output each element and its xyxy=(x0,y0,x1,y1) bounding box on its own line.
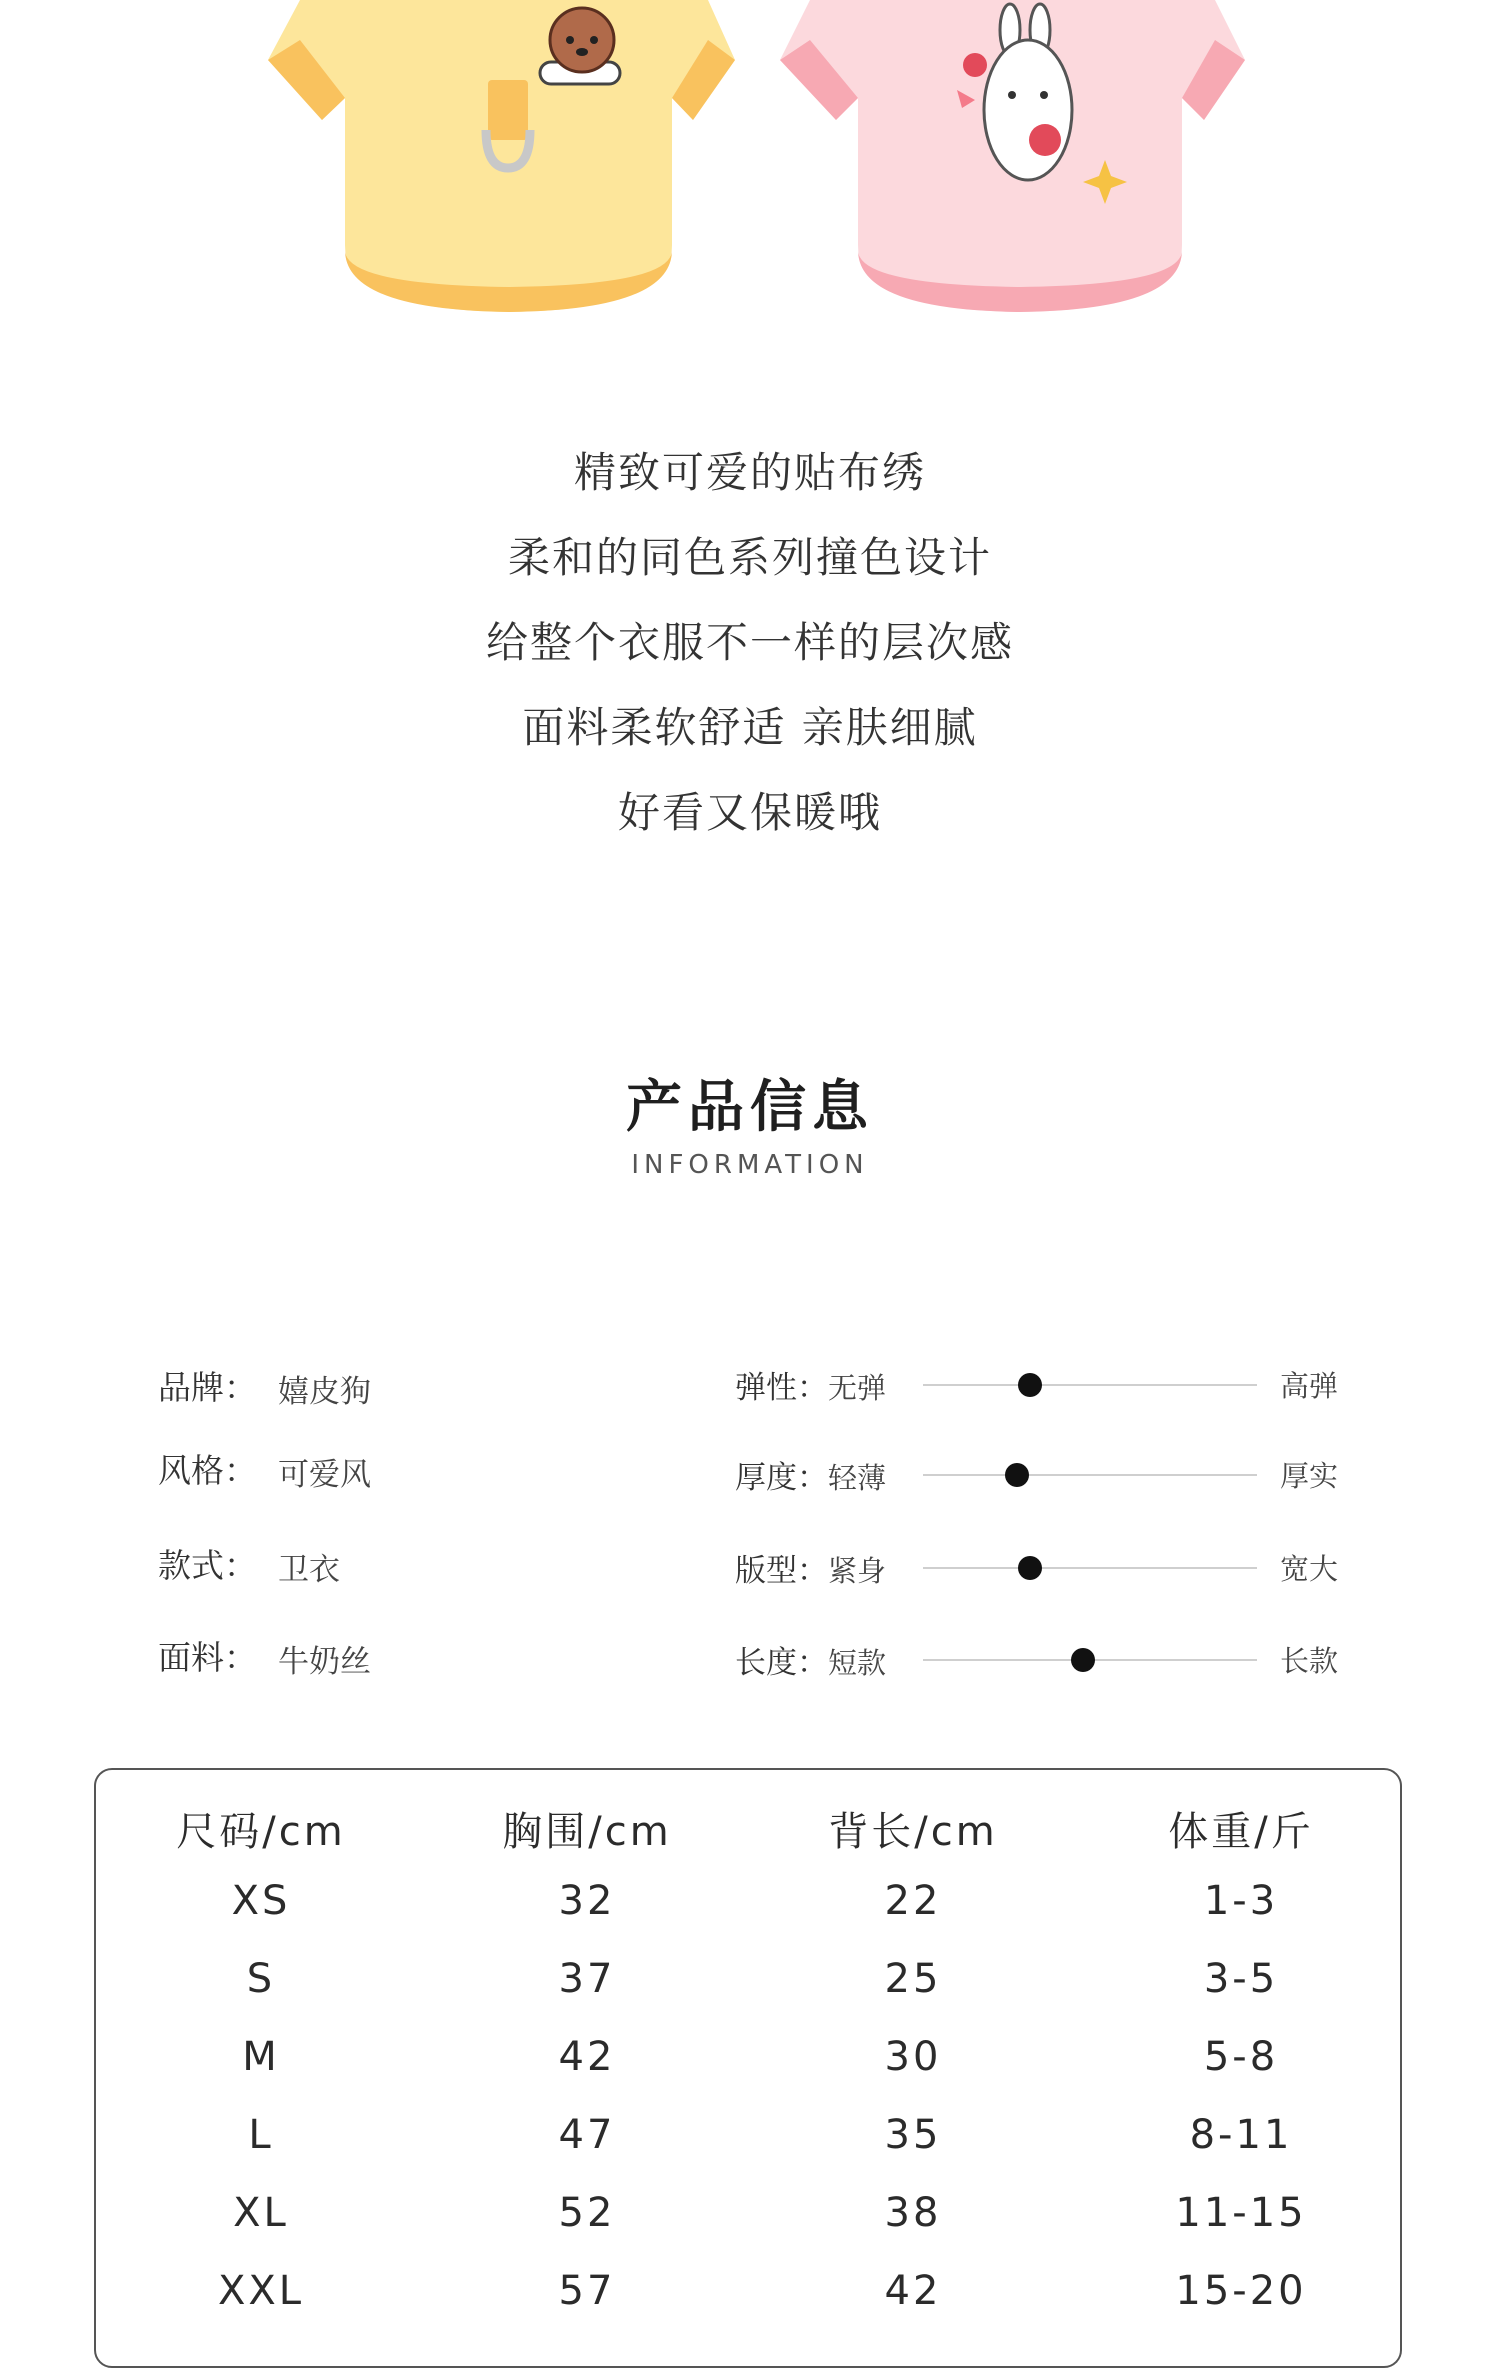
cell-back-length: 42 xyxy=(884,2268,942,2314)
header-chest: 胸围/cm xyxy=(502,1809,672,1855)
scale-high-label: 厚实 xyxy=(1280,1459,1339,1493)
cell-weight: 15-20 xyxy=(1175,2268,1307,2314)
copy-line: 好看又保暖哦 xyxy=(617,788,882,837)
attribute-value: 嬉皮狗 xyxy=(278,1374,371,1410)
cell-chest: 32 xyxy=(558,1878,616,1924)
scale-length xyxy=(735,1637,1339,1681)
cell-chest: 37 xyxy=(558,1956,616,2002)
header-size: 尺码/cm xyxy=(176,1809,346,1855)
cell-back-length: 30 xyxy=(884,2034,942,2080)
table-header xyxy=(96,1800,1404,1878)
scale-indicator xyxy=(1005,1463,1029,1487)
header-weight: 体重/斤 xyxy=(1168,1809,1314,1855)
attribute-key: 面料： xyxy=(158,1638,257,1677)
cell-weight: 8-11 xyxy=(1189,2112,1293,2158)
scale-low-label: 短款 xyxy=(828,1646,887,1680)
attribute-key: 款式： xyxy=(158,1546,257,1585)
cell-weight: 5-8 xyxy=(1203,2034,1279,2080)
cell-size: M xyxy=(242,2034,280,2080)
copy-line: 给整个衣服不一样的层次感 xyxy=(485,618,1014,667)
pink-sweater-image xyxy=(780,0,1245,312)
attribute-value: 可爱风 xyxy=(278,1457,371,1493)
attribute-value: 卫衣 xyxy=(278,1552,340,1588)
scale-high-label: 高弹 xyxy=(1280,1369,1339,1403)
cell-back-length: 22 xyxy=(884,1878,942,1924)
cell-back-length: 35 xyxy=(884,2112,942,2158)
table-row xyxy=(96,1878,1404,1956)
scale-track xyxy=(923,1567,1257,1569)
cell-back-length: 38 xyxy=(884,2190,942,2236)
cell-size: S xyxy=(246,1956,276,2002)
scale-track xyxy=(923,1384,1257,1386)
attribute-value: 牛奶丝 xyxy=(278,1644,371,1680)
cell-back-length: 25 xyxy=(884,1956,942,2002)
copy-line: 精致可爱的贴布绣 xyxy=(573,448,926,497)
table-row xyxy=(96,2190,1404,2268)
scale-indicator xyxy=(1018,1373,1042,1397)
cell-size: XS xyxy=(231,1878,291,1924)
scale-label: 版型： xyxy=(735,1553,828,1589)
table-row xyxy=(96,2034,1404,2112)
attribute-key: 品牌： xyxy=(158,1368,257,1407)
yellow-sweater-image xyxy=(268,0,735,312)
table-row xyxy=(96,1956,1404,2034)
cell-size: XL xyxy=(233,2190,289,2236)
attribute-key: 风格： xyxy=(158,1451,257,1490)
cell-chest: 47 xyxy=(558,2112,616,2158)
scale-high-label: 宽大 xyxy=(1280,1552,1339,1586)
table-row xyxy=(96,2268,1404,2346)
size-table xyxy=(94,1768,1402,2368)
header-back-length: 背长/cm xyxy=(828,1809,998,1855)
scale-fit xyxy=(735,1545,1339,1589)
scale-label: 厚度： xyxy=(735,1460,828,1496)
cell-size: XXL xyxy=(217,2268,305,2314)
copy-line: 柔和的同色系列撞色设计 xyxy=(507,533,992,582)
scale-label: 弹性： xyxy=(735,1370,828,1406)
scale-low-label: 轻薄 xyxy=(828,1461,887,1495)
product-illustration xyxy=(0,0,1500,330)
cell-chest: 42 xyxy=(558,2034,616,2080)
scale-high-label: 长款 xyxy=(1280,1644,1339,1678)
scale-thickness xyxy=(735,1452,1339,1496)
copy-line: 面料柔软舒适 亲肤细腻 xyxy=(522,703,978,752)
scale-elasticity xyxy=(735,1362,1339,1406)
cell-weight: 3-5 xyxy=(1203,1956,1279,2002)
cell-chest: 57 xyxy=(558,2268,616,2314)
cell-chest: 52 xyxy=(558,2190,616,2236)
scale-indicator xyxy=(1071,1648,1095,1672)
scale-label: 长度： xyxy=(735,1645,828,1681)
scale-track xyxy=(923,1474,1257,1476)
cell-weight: 11-15 xyxy=(1175,2190,1307,2236)
description-copy xyxy=(0,430,1500,855)
scale-low-label: 无弹 xyxy=(828,1371,887,1405)
section-title: 产品信息 xyxy=(626,1075,874,1140)
cell-size: L xyxy=(248,2112,274,2158)
cell-weight: 1-3 xyxy=(1203,1878,1279,1924)
table-row xyxy=(96,2112,1404,2190)
scale-low-label: 紧身 xyxy=(828,1554,887,1588)
scale-indicator xyxy=(1018,1556,1042,1580)
section-subtitle: INFORMATION xyxy=(631,1150,869,1180)
